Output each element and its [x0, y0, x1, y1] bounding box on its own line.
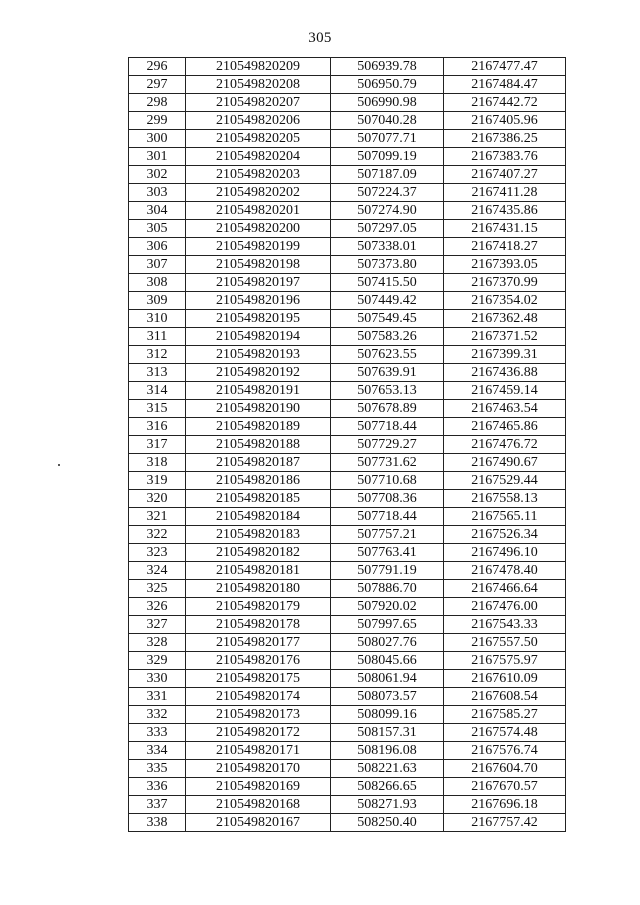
x-coordinate-cell: 508266.65 — [331, 778, 444, 796]
x-coordinate-cell: 507639.91 — [331, 364, 444, 382]
y-coordinate-cell: 2167476.00 — [444, 598, 566, 616]
table-row — [129, 310, 566, 328]
y-coordinate-cell: 2167370.99 — [444, 274, 566, 292]
point-id-cell: 210549820197 — [186, 274, 331, 292]
x-coordinate-cell: 506990.98 — [331, 94, 444, 112]
table-row — [129, 544, 566, 562]
row-number-cell: 310 — [129, 310, 186, 328]
y-coordinate-cell: 2167608.54 — [444, 688, 566, 706]
x-coordinate-cell: 507415.50 — [331, 274, 444, 292]
point-id-cell: 210549820169 — [186, 778, 331, 796]
point-id-cell: 210549820200 — [186, 220, 331, 238]
x-coordinate-cell: 507718.44 — [331, 418, 444, 436]
row-number-cell: 314 — [129, 382, 186, 400]
y-coordinate-cell: 2167484.47 — [444, 76, 566, 94]
point-id-cell: 210549820194 — [186, 328, 331, 346]
point-id-cell: 210549820202 — [186, 184, 331, 202]
table-row — [129, 418, 566, 436]
table-row — [129, 328, 566, 346]
x-coordinate-cell: 507338.01 — [331, 238, 444, 256]
y-coordinate-cell: 2167604.70 — [444, 760, 566, 778]
point-id-cell: 210549820185 — [186, 490, 331, 508]
point-id-cell: 210549820177 — [186, 634, 331, 652]
page-number: 305 — [308, 30, 332, 46]
table-row — [129, 760, 566, 778]
table-row — [129, 346, 566, 364]
table-row — [129, 256, 566, 274]
table-row — [129, 454, 566, 472]
point-id-cell: 210549820180 — [186, 580, 331, 598]
point-id-cell: 210549820167 — [186, 814, 331, 832]
x-coordinate-cell: 507997.65 — [331, 616, 444, 634]
x-coordinate-cell: 508157.31 — [331, 724, 444, 742]
y-coordinate-cell: 2167418.27 — [444, 238, 566, 256]
row-number-cell: 323 — [129, 544, 186, 562]
row-number-cell: 307 — [129, 256, 186, 274]
point-id-cell: 210549820178 — [186, 616, 331, 634]
x-coordinate-cell: 507449.42 — [331, 292, 444, 310]
coordinates-table — [128, 57, 566, 832]
y-coordinate-cell: 2167696.18 — [444, 796, 566, 814]
y-coordinate-cell: 2167362.48 — [444, 310, 566, 328]
table-row — [129, 742, 566, 760]
x-coordinate-cell: 507678.89 — [331, 400, 444, 418]
y-coordinate-cell: 2167476.72 — [444, 436, 566, 454]
row-number-cell: 331 — [129, 688, 186, 706]
point-id-cell: 210549820176 — [186, 652, 331, 670]
y-coordinate-cell: 2167558.13 — [444, 490, 566, 508]
table-row — [129, 382, 566, 400]
y-coordinate-cell: 2167466.64 — [444, 580, 566, 598]
point-id-cell: 210549820208 — [186, 76, 331, 94]
row-number-cell: 332 — [129, 706, 186, 724]
y-coordinate-cell: 2167496.10 — [444, 544, 566, 562]
table-row — [129, 112, 566, 130]
x-coordinate-cell: 507623.55 — [331, 346, 444, 364]
point-id-cell: 210549820196 — [186, 292, 331, 310]
x-coordinate-cell: 507297.05 — [331, 220, 444, 238]
row-number-cell: 329 — [129, 652, 186, 670]
row-number-cell: 333 — [129, 724, 186, 742]
y-coordinate-cell: 2167399.31 — [444, 346, 566, 364]
table-row — [129, 616, 566, 634]
point-id-cell: 210549820175 — [186, 670, 331, 688]
row-number-cell: 308 — [129, 274, 186, 292]
y-coordinate-cell: 2167465.86 — [444, 418, 566, 436]
table-row — [129, 148, 566, 166]
point-id-cell: 210549820184 — [186, 508, 331, 526]
x-coordinate-cell: 507731.62 — [331, 454, 444, 472]
point-id-cell: 210549820198 — [186, 256, 331, 274]
x-coordinate-cell: 507708.36 — [331, 490, 444, 508]
row-number-cell: 316 — [129, 418, 186, 436]
y-coordinate-cell: 2167529.44 — [444, 472, 566, 490]
y-coordinate-cell: 2167371.52 — [444, 328, 566, 346]
y-coordinate-cell: 2167757.42 — [444, 814, 566, 832]
point-id-cell: 210549820186 — [186, 472, 331, 490]
x-coordinate-cell: 508271.93 — [331, 796, 444, 814]
x-coordinate-cell: 508221.63 — [331, 760, 444, 778]
row-number-cell: 336 — [129, 778, 186, 796]
x-coordinate-cell: 508061.94 — [331, 670, 444, 688]
x-coordinate-cell: 508250.40 — [331, 814, 444, 832]
point-id-cell: 210549820182 — [186, 544, 331, 562]
row-number-cell: 300 — [129, 130, 186, 148]
point-id-cell: 210549820193 — [186, 346, 331, 364]
y-coordinate-cell: 2167610.09 — [444, 670, 566, 688]
point-id-cell: 210549820199 — [186, 238, 331, 256]
row-number-cell: 303 — [129, 184, 186, 202]
x-coordinate-cell: 506950.79 — [331, 76, 444, 94]
row-number-cell: 302 — [129, 166, 186, 184]
row-number-cell: 325 — [129, 580, 186, 598]
y-coordinate-cell: 2167543.33 — [444, 616, 566, 634]
point-id-cell: 210549820209 — [186, 58, 331, 76]
x-coordinate-cell: 507718.44 — [331, 508, 444, 526]
y-coordinate-cell: 2167463.54 — [444, 400, 566, 418]
row-number-cell: 322 — [129, 526, 186, 544]
point-id-cell: 210549820192 — [186, 364, 331, 382]
row-number-cell: 304 — [129, 202, 186, 220]
table-row — [129, 706, 566, 724]
x-coordinate-cell: 507729.27 — [331, 436, 444, 454]
row-number-cell: 306 — [129, 238, 186, 256]
y-coordinate-cell: 2167557.50 — [444, 634, 566, 652]
y-coordinate-cell: 2167565.11 — [444, 508, 566, 526]
table-row — [129, 58, 566, 76]
row-number-cell: 324 — [129, 562, 186, 580]
table-row — [129, 364, 566, 382]
y-coordinate-cell: 2167526.34 — [444, 526, 566, 544]
y-coordinate-cell: 2167411.28 — [444, 184, 566, 202]
table-row — [129, 202, 566, 220]
table-row — [129, 598, 566, 616]
row-number-cell: 313 — [129, 364, 186, 382]
x-coordinate-cell: 507583.26 — [331, 328, 444, 346]
row-number-cell: 315 — [129, 400, 186, 418]
table-row — [129, 652, 566, 670]
table-row — [129, 472, 566, 490]
y-coordinate-cell: 2167477.47 — [444, 58, 566, 76]
x-coordinate-cell: 507187.09 — [331, 166, 444, 184]
x-coordinate-cell: 507763.41 — [331, 544, 444, 562]
row-number-cell: 298 — [129, 94, 186, 112]
point-id-cell: 210549820179 — [186, 598, 331, 616]
x-coordinate-cell: 508196.08 — [331, 742, 444, 760]
x-coordinate-cell: 507710.68 — [331, 472, 444, 490]
x-coordinate-cell: 507757.21 — [331, 526, 444, 544]
row-number-cell: 297 — [129, 76, 186, 94]
row-number-cell: 309 — [129, 292, 186, 310]
x-coordinate-cell: 507653.13 — [331, 382, 444, 400]
y-coordinate-cell: 2167393.05 — [444, 256, 566, 274]
y-coordinate-cell: 2167431.15 — [444, 220, 566, 238]
point-id-cell: 210549820183 — [186, 526, 331, 544]
x-coordinate-cell: 507373.80 — [331, 256, 444, 274]
point-id-cell: 210549820201 — [186, 202, 331, 220]
y-coordinate-cell: 2167576.74 — [444, 742, 566, 760]
row-number-cell: 296 — [129, 58, 186, 76]
table-row — [129, 526, 566, 544]
table-row — [129, 292, 566, 310]
table-row — [129, 94, 566, 112]
point-id-cell: 210549820189 — [186, 418, 331, 436]
table-row — [129, 508, 566, 526]
row-number-cell: 337 — [129, 796, 186, 814]
row-number-cell: 301 — [129, 148, 186, 166]
table-row — [129, 184, 566, 202]
row-number-cell: 335 — [129, 760, 186, 778]
x-coordinate-cell: 508027.76 — [331, 634, 444, 652]
y-coordinate-cell: 2167435.86 — [444, 202, 566, 220]
table-row — [129, 724, 566, 742]
y-coordinate-cell: 2167386.25 — [444, 130, 566, 148]
y-coordinate-cell: 2167436.88 — [444, 364, 566, 382]
table-row — [129, 274, 566, 292]
table-row — [129, 562, 566, 580]
row-number-cell: 330 — [129, 670, 186, 688]
x-coordinate-cell: 506939.78 — [331, 58, 444, 76]
x-coordinate-cell: 508099.16 — [331, 706, 444, 724]
y-coordinate-cell: 2167354.02 — [444, 292, 566, 310]
table-body — [129, 58, 566, 832]
row-number-cell: 317 — [129, 436, 186, 454]
row-number-cell: 319 — [129, 472, 186, 490]
table-row — [129, 436, 566, 454]
point-id-cell: 210549820205 — [186, 130, 331, 148]
table-row — [129, 580, 566, 598]
point-id-cell: 210549820174 — [186, 688, 331, 706]
point-id-cell: 210549820168 — [186, 796, 331, 814]
y-coordinate-cell: 2167459.14 — [444, 382, 566, 400]
table-row — [129, 634, 566, 652]
stray-mark — [58, 464, 60, 466]
table-row — [129, 400, 566, 418]
y-coordinate-cell: 2167442.72 — [444, 94, 566, 112]
y-coordinate-cell: 2167670.57 — [444, 778, 566, 796]
x-coordinate-cell: 507099.19 — [331, 148, 444, 166]
table-row — [129, 778, 566, 796]
y-coordinate-cell: 2167575.97 — [444, 652, 566, 670]
y-coordinate-cell: 2167585.27 — [444, 706, 566, 724]
point-id-cell: 210549820190 — [186, 400, 331, 418]
row-number-cell: 312 — [129, 346, 186, 364]
y-coordinate-cell: 2167478.40 — [444, 562, 566, 580]
row-number-cell: 327 — [129, 616, 186, 634]
table-row — [129, 238, 566, 256]
point-id-cell: 210549820204 — [186, 148, 331, 166]
row-number-cell: 338 — [129, 814, 186, 832]
x-coordinate-cell: 507077.71 — [331, 130, 444, 148]
table-row — [129, 130, 566, 148]
point-id-cell: 210549820187 — [186, 454, 331, 472]
table-row — [129, 670, 566, 688]
x-coordinate-cell: 507886.70 — [331, 580, 444, 598]
x-coordinate-cell: 508073.57 — [331, 688, 444, 706]
x-coordinate-cell: 507549.45 — [331, 310, 444, 328]
row-number-cell: 305 — [129, 220, 186, 238]
point-id-cell: 210549820207 — [186, 94, 331, 112]
table-row — [129, 796, 566, 814]
table-row — [129, 688, 566, 706]
table-row — [129, 166, 566, 184]
x-coordinate-cell: 507791.19 — [331, 562, 444, 580]
x-coordinate-cell: 507920.02 — [331, 598, 444, 616]
point-id-cell: 210549820173 — [186, 706, 331, 724]
point-id-cell: 210549820206 — [186, 112, 331, 130]
row-number-cell: 326 — [129, 598, 186, 616]
table-row — [129, 490, 566, 508]
x-coordinate-cell: 507274.90 — [331, 202, 444, 220]
point-id-cell: 210549820172 — [186, 724, 331, 742]
y-coordinate-cell: 2167490.67 — [444, 454, 566, 472]
y-coordinate-cell: 2167407.27 — [444, 166, 566, 184]
row-number-cell: 334 — [129, 742, 186, 760]
row-number-cell: 321 — [129, 508, 186, 526]
point-id-cell: 210549820195 — [186, 310, 331, 328]
x-coordinate-cell: 507040.28 — [331, 112, 444, 130]
row-number-cell: 318 — [129, 454, 186, 472]
point-id-cell: 210549820191 — [186, 382, 331, 400]
point-id-cell: 210549820171 — [186, 742, 331, 760]
row-number-cell: 311 — [129, 328, 186, 346]
y-coordinate-cell: 2167383.76 — [444, 148, 566, 166]
row-number-cell: 328 — [129, 634, 186, 652]
x-coordinate-cell: 508045.66 — [331, 652, 444, 670]
row-number-cell: 299 — [129, 112, 186, 130]
row-number-cell: 320 — [129, 490, 186, 508]
table-row — [129, 76, 566, 94]
y-coordinate-cell: 2167574.48 — [444, 724, 566, 742]
y-coordinate-cell: 2167405.96 — [444, 112, 566, 130]
table-row — [129, 220, 566, 238]
point-id-cell: 210549820188 — [186, 436, 331, 454]
point-id-cell: 210549820181 — [186, 562, 331, 580]
point-id-cell: 210549820203 — [186, 166, 331, 184]
x-coordinate-cell: 507224.37 — [331, 184, 444, 202]
table-row — [129, 814, 566, 832]
point-id-cell: 210549820170 — [186, 760, 331, 778]
